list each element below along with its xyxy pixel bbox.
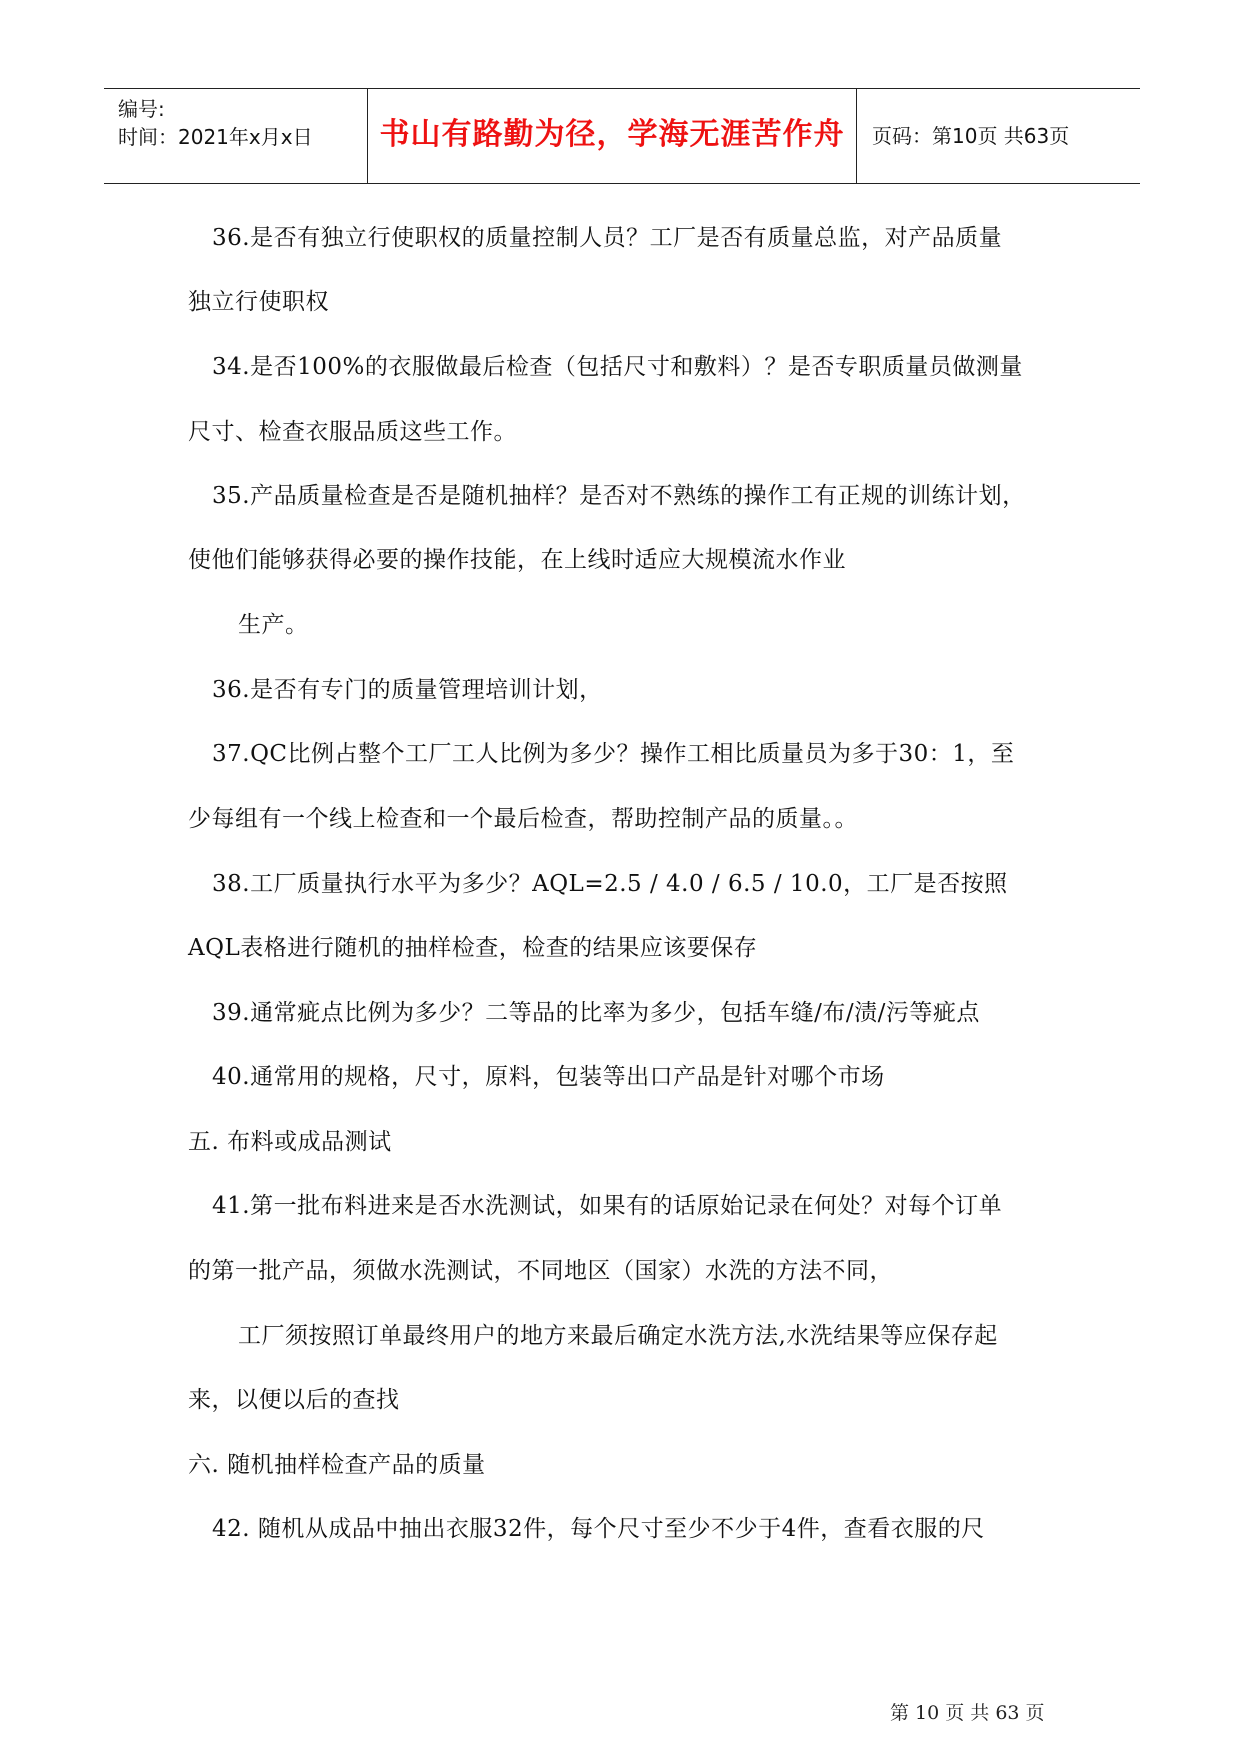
body-line: 41.第一批布料进来是否水洗测试，如果有的话原始记录在何处？对每个订单 xyxy=(212,1193,1003,1219)
body-line: 36.是否有专门的质量管理培训计划， xyxy=(212,677,603,703)
body-line: 36.是否有独立行使职权的质量控制人员？工厂是否有质量总监，对产品质量 xyxy=(212,225,1003,251)
document-time-label: 时间：2021年x月x日 xyxy=(118,125,313,149)
body-line: 37.QC比例占整个工厂工人比例为多少？操作工相比质量员为多于30：1，至 xyxy=(212,741,1015,767)
body-line: AQL表格进行随机的抽样检查，检查的结果应该要保存 xyxy=(188,935,758,961)
header-meta xyxy=(118,95,358,151)
body-line: 生产。 xyxy=(238,612,309,638)
body-line: 39.通常疵点比例为多少？二等品的比率为多少，包括车缝/布/渍/污等疵点 xyxy=(212,1000,980,1026)
section-heading: 五. 布料或成品测试 xyxy=(188,1129,392,1155)
body-line: 少每组有一个线上检查和一个最后检查，帮助控制产品的质量。。 xyxy=(188,806,858,832)
document-header xyxy=(104,88,1140,184)
section-heading: 六. 随机抽样检查产品的质量 xyxy=(188,1452,486,1478)
header-motto: 书山有路勤为径，学海无涯苦作舟 xyxy=(379,117,845,152)
body-line: 独立行使职权 xyxy=(188,289,329,315)
body-line: 38.工厂质量执行水平为多少？AQL=2.5 / 4.0 / 6.5 / 10.0，工厂是否按照 xyxy=(212,871,1008,897)
body-line: 来，以便以后的查找 xyxy=(188,1387,400,1413)
header-page-info: 页码：第10页 共63页 xyxy=(872,124,1070,148)
body-line: 工厂须按照订单最终用户的地方来最后确定水洗方法,水洗结果等应保存起 xyxy=(238,1323,998,1349)
body-line: 35.产品质量检查是否是随机抽样？是否对不熟练的操作工有正规的训练计划， xyxy=(212,483,1026,509)
header-divider-right xyxy=(856,89,857,183)
body-line: 40.通常用的规格，尺寸，原料，包装等出口产品是针对哪个市场 xyxy=(212,1064,885,1090)
body-line: 使他们能够获得必要的操作技能，在上线时适应大规模流水作业 xyxy=(188,547,846,573)
body-line: 42. 随机从成品中抽出衣服32件，每个尺寸至少不少于4件，查看衣服的尺 xyxy=(212,1516,985,1542)
page-footer: 第 10 页 共 63 页 xyxy=(890,1702,1045,1724)
document-number-label: 编号: xyxy=(118,97,165,121)
body-line: 34.是否100%的衣服做最后检查（包括尺寸和敷料）？是否专职质量员做测量 xyxy=(212,354,1023,380)
body-line: 尺寸、检查衣服品质这些工作。 xyxy=(188,419,517,445)
body-line: 的第一批产品，须做水洗测试，不同地区（国家）水洗的方法不同， xyxy=(188,1258,893,1284)
